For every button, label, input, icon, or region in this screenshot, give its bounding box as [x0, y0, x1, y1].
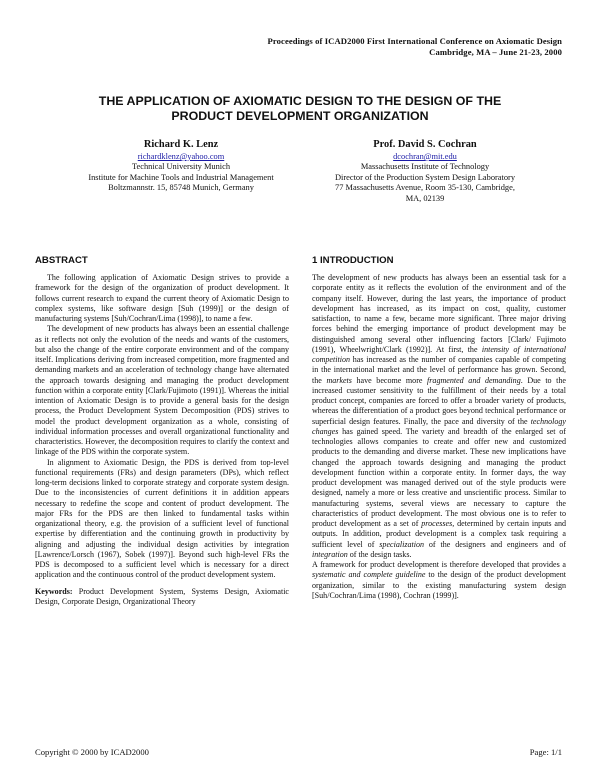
- author-address: Boltzmannstr. 15, 85748 Munich, Germany: [108, 183, 254, 193]
- author-affiliation: Institute for Machine Tools and Industrial Management: [88, 172, 274, 182]
- author-name: Richard K. Lenz: [143, 139, 219, 150]
- introduction-column: [312, 255, 566, 601]
- author-block-lenz: [56, 138, 306, 194]
- author-affiliation: Director of the Production System Design Laboratory: [334, 172, 516, 182]
- text-run: have become more: [351, 375, 428, 385]
- abstract-paragraph: In alignment to Axiomatic Design, the PDS is derived from top-level functional requirements (FRs) and design parameters (DPs), which reflect long-term decisions linked to corporate strategy and corporate system design. Due to the inconsistencies of current definitions it in addition appears necessary to redefine the scope and content of product development. The major FRs for the PDS are then linked to fundamental tasks within organizational theory, e.g. the provision of a sufficient level of functional expertise by differentiation and the continuing growth in productivity by aligning and adjusting the individual design activities by integration [Lawrence/Lorsch (1967), Sobek (1997)]. Beyond such high-level FRs the PDS is decomposed to a sufficient level which is necessary for a direct application and the continuous control of the product development system.: [35, 457, 289, 580]
- abstract-paragraph: The following application of Axiomatic Design strives to provide a framework for the design of the organization of product development. It follows current research to expand the current theory of Axiomatic Design to complex systems, like software design [Suh (1999)] or the design of manufacturing systems [Suh/Cochran/Lima (1998)], to name a few.: [35, 273, 289, 323]
- abstract-paragraph: The development of new products has always been an essential challenge as it reflects not only the evolution of the needs and wants of the customers, but also the change of the entire corporate environment and of the company itself. Implications deriving from increased competition, more fragmented and demanding markets and an acceleration of technology change have alternated the approach towards designing and managing the product development function within a corporate entity [Clark/Fujimoto (1991)]. Whereas the initial intention of Axiomatic Design is to provide a general basis for the design process, the Product Development System Decomposition (PDS) strives to model the product development organization as a whole, consisting of individual information processes and overall organizational functionality and characteristics. However, the decomposition requires to clarify the context and linkage of the PDS within the corporate system.: [35, 324, 289, 457]
- text-run: The development of new products has always been an essential task for a corporate entity as it reflects the evolution of the environment and of the company itself. However, during the last years, the importance of product development has increased, as its impact on cost, quality, customer satisfaction, to name a few, became more significant. Three major driving forces behind the emerging importance of product development may be distinguished among several other influencing factors [Clark/ Fujimoto (1991), Wheelwright/Clark (1992)]. At first, the: [312, 273, 566, 354]
- text-run: has gained speed. The variety and breadth of the enlarged set of technologies allows companies to create and offer new and customized products to the demanding and diverse market. These new implications have changed the approach towards designing and managing the product development function within a corporate entity. In former days, the way product development was managed derived out of the style products were designed, namely a more or less creative and unscientific process. Similar to manufacturing systems, several views are necessary to capture the characteristics of product development. The most obvious one is to refer to product development as a set of: [312, 426, 566, 528]
- paper-title: [40, 94, 560, 124]
- text-run: of the designers and engineers and of: [424, 539, 567, 549]
- paper-title-line1: THE APPLICATION OF AXIOMATIC DESIGN TO THE DESIGN OF THE: [98, 94, 502, 108]
- conference-header-line2: Cambridge, MA – June 21-23, 2000: [429, 47, 562, 57]
- emphasis: technology changes: [312, 416, 566, 436]
- text-run: of the design tasks.: [347, 549, 412, 559]
- introduction-paragraph: [312, 560, 566, 601]
- keywords-list: Product Development System, Systems Design, Axiomatic Design, Corporate Design, Organizational Theory: [35, 586, 289, 606]
- emphasis: systematic and complete guideline: [312, 570, 426, 580]
- text-run: A framework for product development is therefore developed that provides a: [312, 560, 566, 569]
- emphasis: processes: [421, 519, 453, 528]
- introduction-paragraph: [312, 273, 566, 560]
- text-run: has increased as the number of companies capable of competing in the international market and the level of performance has grown. Second, the: [312, 355, 566, 385]
- author-address: 77 Massachusetts Avenue, Room 35-130, Cambridge,: [335, 183, 515, 193]
- author-address: MA, 02139: [405, 193, 445, 203]
- abstract-heading: ABSTRACT: [35, 255, 88, 266]
- text-run: . Due to the increased customer sensitivity to the fulfillment of their needs by a total product concept, companies are forced to offer a broader variety of products, whereas the differentiation of a product goes beyond technical performance or superficial design features. Finally, the pace and diversity of the: [312, 375, 567, 426]
- author-email-link[interactable]: dcochran@mit.edu: [393, 152, 457, 161]
- paper-title-line2: PRODUCT DEVELOPMENT ORGANIZATION: [171, 109, 429, 123]
- text-run: to the design of the product development organization, similar to the existing manufacturing system design [Suh/Cochran/Lima (1998), Cochran (1999)].: [312, 570, 566, 600]
- emphasis: integration: [312, 549, 348, 559]
- author-affiliation: Massachusetts Institute of Technology: [360, 162, 490, 172]
- abstract-column: [35, 255, 289, 607]
- emphasis: intensity of international competition: [312, 344, 567, 364]
- author-block-cochran: [300, 138, 550, 204]
- introduction-heading: 1 INTRODUCTION: [312, 255, 394, 266]
- keywords-label: Keywords:: [35, 586, 73, 596]
- conference-header: [268, 36, 562, 58]
- author-affiliation: Technical University Munich: [131, 162, 231, 172]
- copyright-footer: Copyright © 2000 by ICAD2000: [35, 747, 149, 757]
- text-run: , determined by certain inputs and outputs. In addition, product development is a complex task requiring a sufficient level of: [312, 519, 566, 549]
- emphasis: specialization: [379, 539, 424, 549]
- conference-header-line1: Proceedings of ICAD2000 First International Conference on Axiomatic Design: [267, 36, 562, 46]
- emphasis: markets: [326, 375, 352, 385]
- keywords: [35, 587, 289, 608]
- emphasis: fragmented and demanding: [427, 375, 521, 385]
- page-number: Page: 1/1: [529, 747, 562, 757]
- author-name: Prof. David S. Cochran: [373, 139, 477, 150]
- author-email-link[interactable]: richardklenz@yahoo.com: [137, 152, 225, 161]
